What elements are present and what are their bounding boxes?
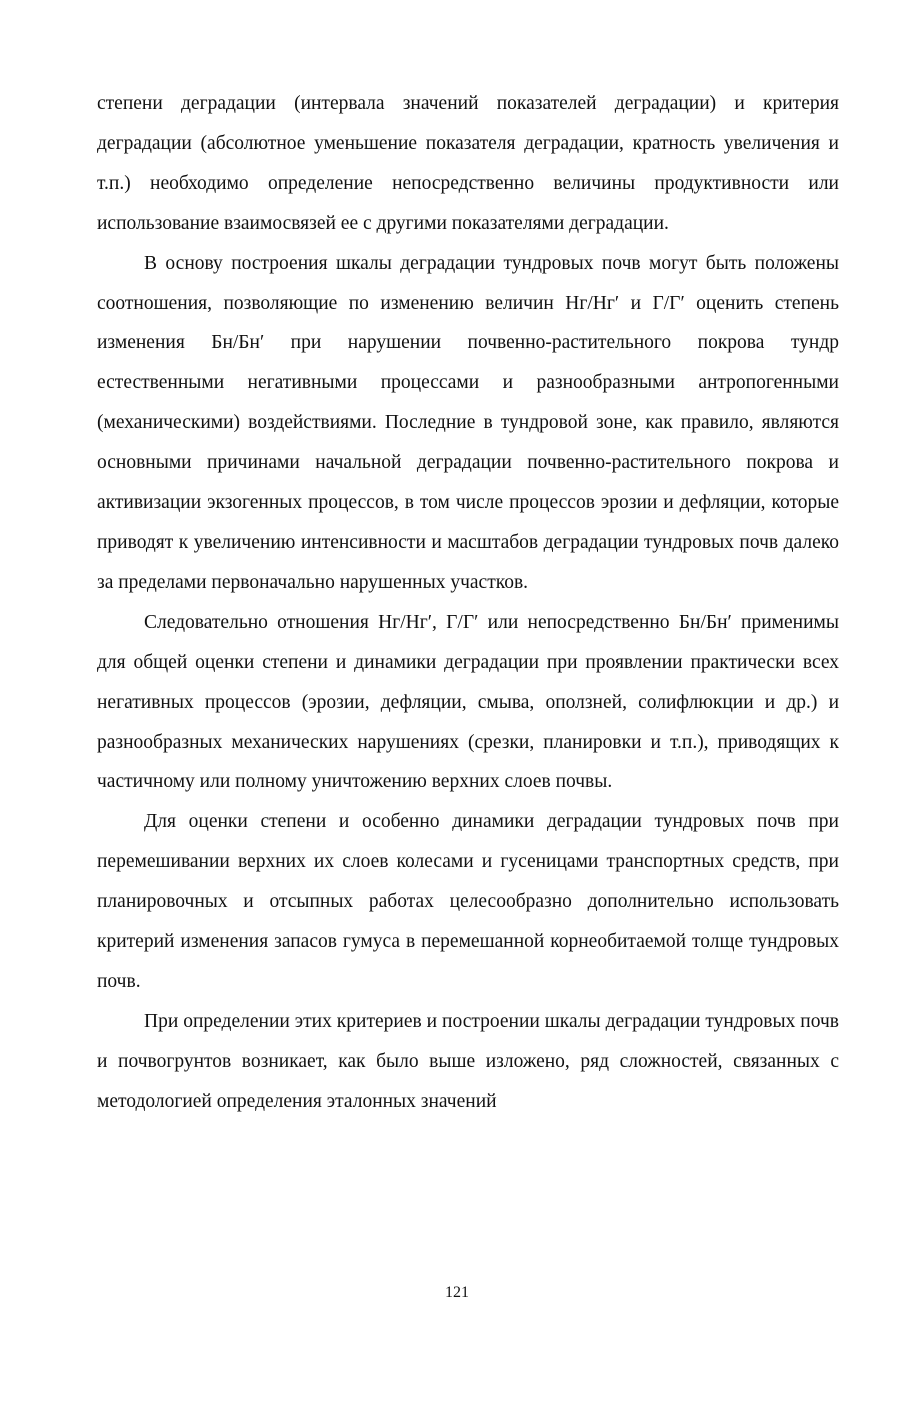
paragraph-methodology: При определении этих критериев и построении шкалы деградации тундровых почв и почвогрунтов возникает, как было выше изложено, ряд сложностей, связанных с методологией определения эталонных значений (97, 1010, 839, 1112)
paragraph-humus-criterion: Для оценки степени и особенно динамики деградации тундровых почв при перемешивании верхних их слоев колесами и гусеницами транспортных средств, при планировочных и отсыпных работах целесообразно дополнительно использовать критерий изменения запасов гумуса в перемешанной корнеобитаемой толще тундровых почв. (97, 811, 839, 992)
page-number: 121 (445, 1284, 469, 1301)
paragraph-degradation-scale: В основу построения шкалы деградации тундровых почв могут быть положены соотношения, позволяющие по изменению величин Нг/Нг′ и Г/Г′ оценить степень изменения Бн/Бн′ при нарушении почвенно-растительного покрова тундр естественными негативными процессами и разнообразными антропогенными (механическими) воздействиями. Последние в тундровой зоне, как правило, являются основными причинами начальной деградации почвенно-растительного покрова и активизации экзогенных процессов, в том числе процессов эрозии и дефляции, которые приводят к увеличению интенсивности и масштабов деградации тундровых почв далеко за пределами первоначально нарушенных участков. (97, 252, 839, 593)
paragraph-continuation: степени деградации (интервала значений показателей деградации) и критерия деградации (абсолютное уменьшение показателя деградации, кратность увеличения и т.п.) необходимо определение непосредственно величины продуктивности или использование взаимосвязей ее с другими показателями деградации. (97, 93, 839, 234)
body-text (97, 84, 839, 1122)
paragraph-ratios-applicability: Следовательно отношения Нг/Нг′, Г/Г′ или непосредственно Бн/Бн′ применимы для общей оценки степени и динамики деградации при проявлении практически всех негативных процессов (эрозии, дефляции, смыва, оползней, солифлюкции и др.) и разнообразных механических нарушениях (срезки, планировки и т.п.), приводящих к частичному или полному уничтожению верхних слоев почвы. (97, 611, 839, 793)
